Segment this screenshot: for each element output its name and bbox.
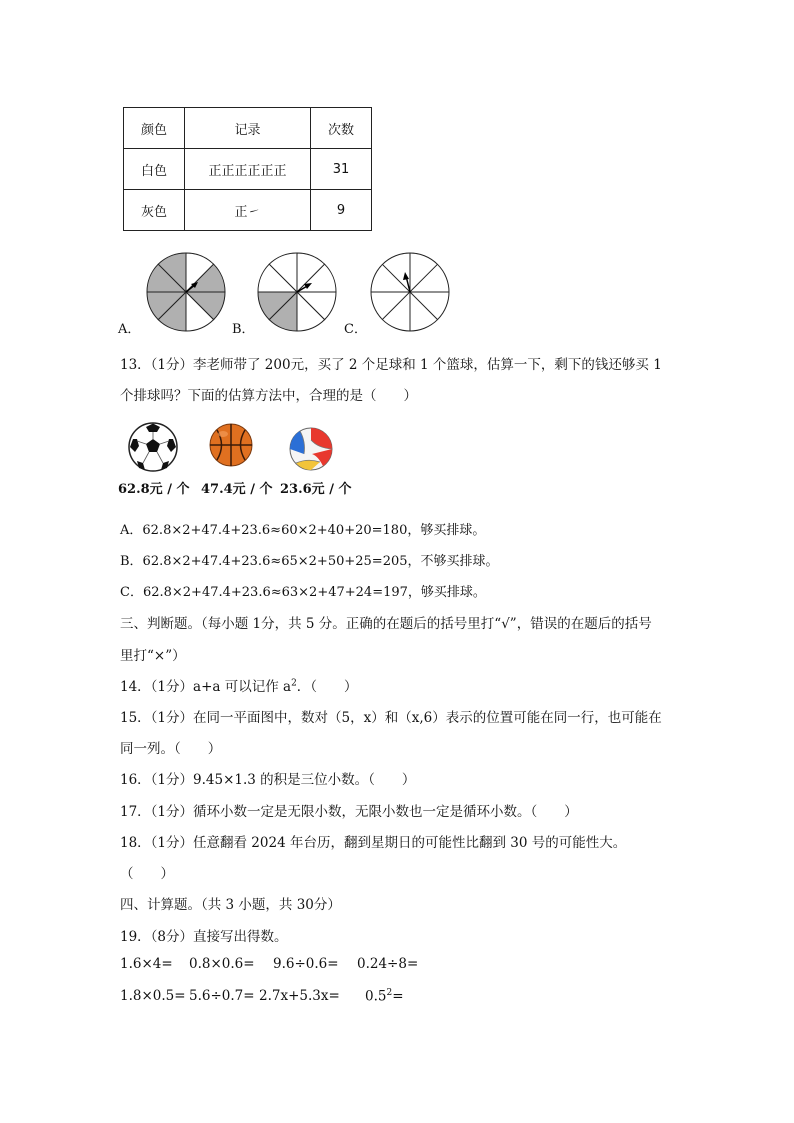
header-record: 记录 [185, 108, 311, 149]
q19-row1-item: 1.6×4= [120, 956, 173, 972]
cell-count: 9 [311, 190, 372, 231]
q13-option-c: C．62.8×2+47.4+23.6≈63×2+47+24=197，够买排球。 [120, 585, 486, 600]
q19-row1-item: 9.6÷0.6= [273, 956, 339, 972]
q19-row2-item: 1.8×0.5= [120, 988, 186, 1004]
section4-title: 四、计算题。（共 3 小题，共 30分） [120, 897, 341, 913]
q17: 17．（1分）循环小数一定是无限小数，无限小数也一定是循环小数。（ ） [120, 804, 578, 820]
q19-title: 19．（8分）直接写出得数。 [120, 929, 288, 945]
soccer-ball-icon [127, 421, 179, 473]
tally-table [123, 107, 372, 231]
volleyball-icon [288, 426, 334, 472]
q18-line2: （ ） [120, 866, 174, 882]
q15-line2: 同一列。（ ） [120, 741, 222, 757]
header-count: 次数 [311, 108, 372, 149]
section3-line1: 三、判断题。（每小题 1分，共 5 分。正确的在题后的括号里打“√”，错误的在题后的括号 [120, 616, 652, 632]
q19-row2-item [365, 988, 404, 1005]
q19-row2-item: 2.7x+5.3x= [259, 988, 340, 1004]
cell-record: 正㇀ [185, 190, 311, 231]
basketball-icon [208, 422, 254, 468]
q19-row2-item: 5.6÷0.7= [189, 988, 255, 1004]
cell-color: 白色 [124, 149, 185, 190]
q14-bracket: ．（ ） [296, 679, 358, 695]
q19-row2-superscript: 2 [386, 988, 393, 998]
spinner-a [146, 252, 226, 332]
q14-superscript: 2 [291, 678, 297, 689]
q13-option-a: A．62.8×2+47.4+23.6≈60×2+40+20=180，够买排球。 [120, 523, 486, 538]
spinner-b [257, 252, 337, 332]
table-row [124, 149, 372, 190]
spinner-c [370, 252, 450, 332]
q13-line1: 13．（1分）李老师带了 200元，买了 2 个足球和 1 个篮球，估算一下，剩下的钱还够买 1 [120, 357, 662, 373]
price-volleyball: 23.6元 / 个 [280, 482, 352, 497]
price-soccer: 62.8元 / 个 [118, 482, 190, 497]
q18-line1: 18．（1分）任意翻看 2024 年台历，翻到星期日的可能性比翻到 30 号的可能性大。 [120, 835, 627, 851]
q13-line2: 个排球吗？下面的估算方法中，合理的是（ ） [120, 388, 417, 404]
header-color: 颜色 [124, 108, 185, 149]
price-basketball: 47.4元 / 个 [201, 482, 273, 497]
q14 [120, 675, 358, 695]
q19-row1-item: 0.24÷8= [357, 956, 419, 972]
q13-option-b: B．62.8×2+47.4+23.6≈65×2+50+25=205，不够买排球。 [120, 554, 499, 569]
q16: 16．（1分）9.45×1.3 的积是三位小数。（ ） [120, 772, 416, 788]
cell-count: 31 [311, 149, 372, 190]
option-a-label: A． [118, 322, 141, 337]
section3-line2: 里打“×”） [120, 648, 186, 664]
q19-row1-item: 0.8×0.6= [189, 956, 255, 972]
cell-color: 灰色 [124, 190, 185, 231]
q19-row2-base: 0.5 [365, 988, 387, 1005]
option-b-label: B． [232, 322, 255, 337]
q14-text: 14．（1分）a+a 可以记作 a [120, 679, 292, 695]
q19-row2-equals: = [392, 988, 404, 1005]
q15-line1: 15．（1分）在同一平面图中，数对（5，x）和（x,6）表示的位置可能在同一行，也可能在 [120, 710, 662, 726]
cell-record: 正正正正正正 [185, 149, 311, 190]
table-header-row [124, 108, 372, 149]
table-row [124, 190, 372, 231]
option-c-label: C． [344, 322, 367, 337]
